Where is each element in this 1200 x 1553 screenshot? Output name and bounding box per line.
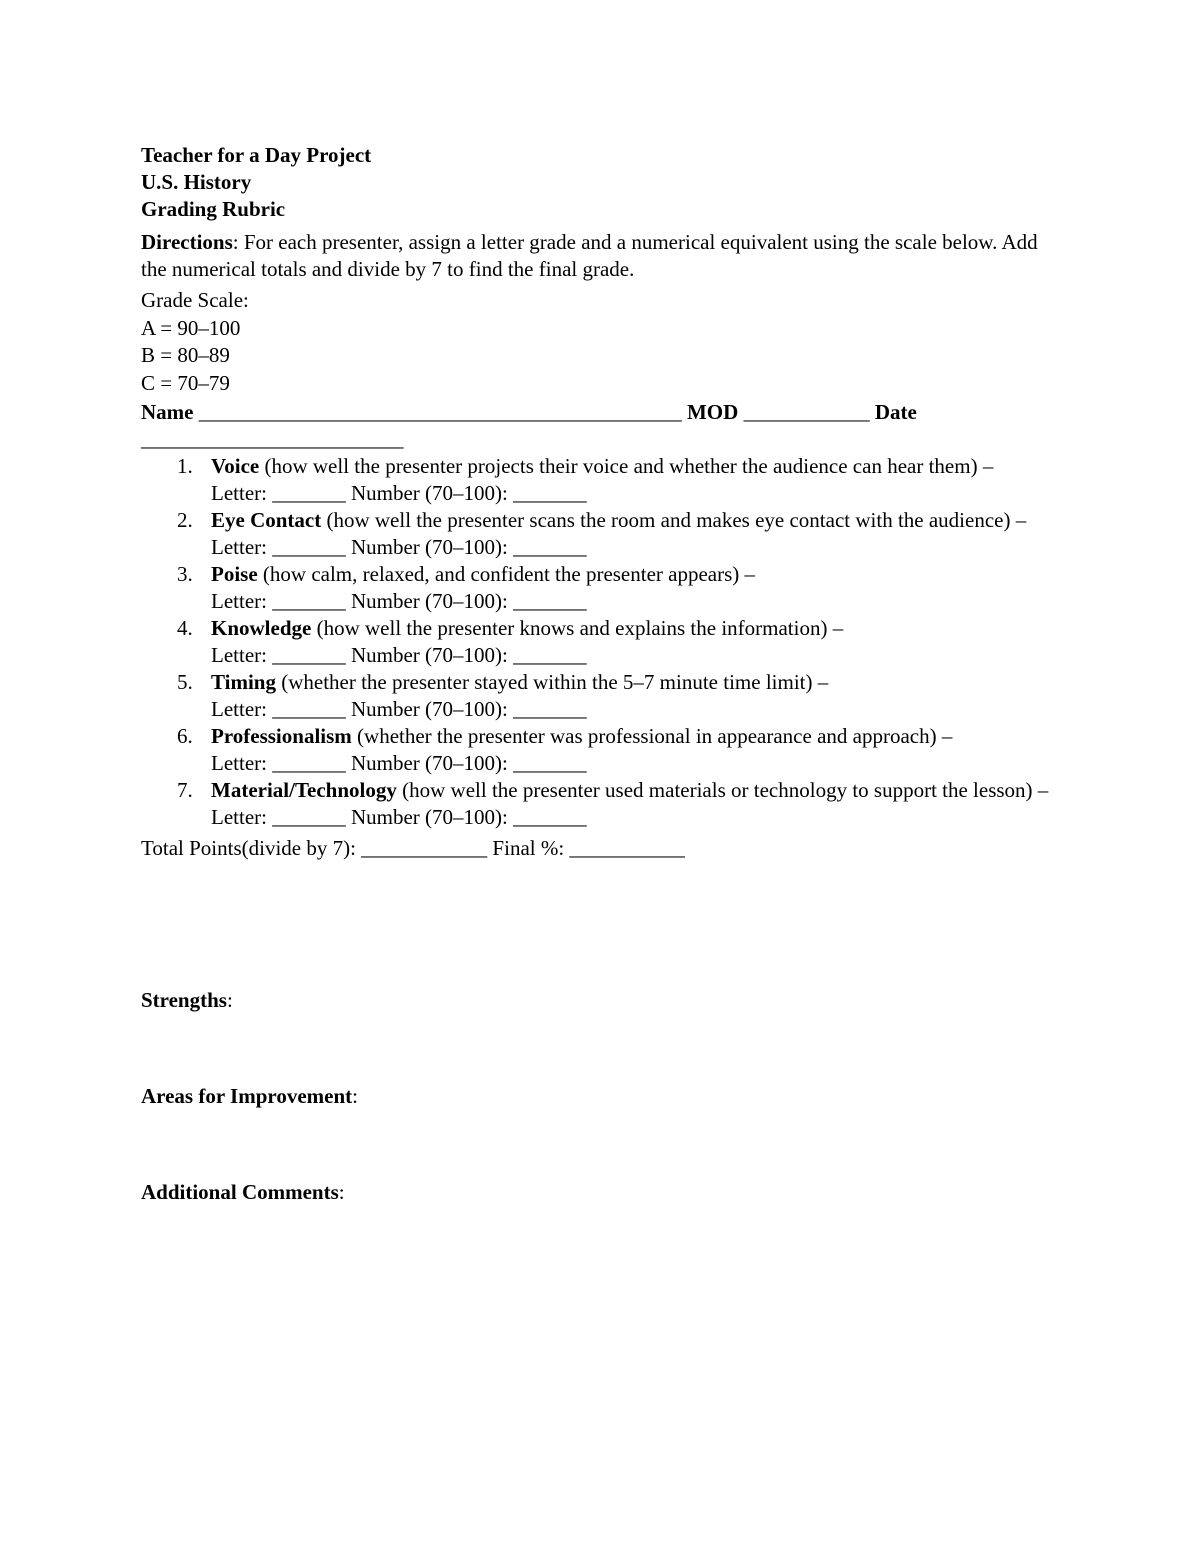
mod-label: MOD (686, 400, 739, 424)
project-title: Teacher for a Day Project (141, 143, 372, 167)
criterion-score-line[interactable]: Letter: _______ Number (70–100): _______ (211, 535, 587, 559)
grade-scale (141, 287, 1056, 397)
improvement-section (141, 1083, 358, 1110)
grade-scale-b: B = 80–89 (141, 343, 230, 367)
name-label: Name (141, 400, 194, 424)
criterion-description: (how calm, relaxed, and confident the presenter appears) – (257, 562, 756, 586)
grade-scale-title: Grade Scale: (141, 288, 249, 312)
mod-blank[interactable]: ____________ (743, 400, 870, 424)
directions-label: Directions (141, 230, 233, 254)
strengths-section (141, 987, 233, 1014)
criterion-description: (whether the presenter stayed within the 5–7 minute time limit) – (275, 670, 829, 694)
name-blank[interactable]: ______________________________________________ (198, 400, 682, 424)
criterion-number: 2. (177, 508, 193, 532)
criterion-score-line[interactable]: Letter: _______ Number (70–100): _______ (211, 589, 587, 613)
total-points-line[interactable]: Total Points(divide by 7): ____________ Final %: ___________ (141, 836, 685, 860)
improvement-colon: : (352, 1084, 358, 1108)
criterion-knowledge (141, 615, 1056, 669)
rubric-title: Grading Rubric (141, 197, 286, 221)
date-blank[interactable]: _________________________ (141, 427, 404, 451)
criterion-label: Voice (211, 454, 260, 478)
criterion-description: (how well the presenter scans the room and makes eye contact with the audience) – (321, 508, 1027, 532)
directions-paragraph (141, 229, 1056, 283)
criterion-label: Eye Contact (211, 508, 322, 532)
criterion-eye-contact (141, 507, 1056, 561)
criterion-label: Knowledge (211, 616, 312, 640)
criterion-number: 1. (177, 454, 193, 478)
criterion-number: 3. (177, 562, 193, 586)
directions-text: : For each presenter, assign a letter grade and a numerical equivalent using the scale below. Add the numerical totals and divide by 7 to find the final grade. (141, 230, 1038, 281)
criterion-number: 5. (177, 670, 193, 694)
date-label: Date (874, 400, 917, 424)
comments-colon: : (338, 1180, 345, 1204)
rubric-content (141, 142, 1056, 862)
grade-scale-a: A = 90–100 (141, 315, 241, 340)
criterion-voice (141, 453, 1056, 507)
improvement-label: Areas for Improvement (141, 1084, 353, 1108)
criterion-material-technology (141, 777, 1056, 831)
comments-section (141, 1179, 345, 1206)
criterion-description: (how well the presenter projects their voice and whether the audience can hear them) – (259, 454, 994, 478)
criterion-number: 6. (177, 724, 193, 748)
criterion-score-line[interactable]: Letter: _______ Number (70–100): _______ (211, 697, 587, 721)
criterion-description: (how well the presenter knows and explains the information) – (311, 616, 844, 640)
criterion-number: 7. (177, 778, 193, 802)
subject-title: U.S. History (141, 170, 252, 194)
name-mod-date-row (141, 399, 1056, 453)
criterion-label: Poise (211, 562, 258, 586)
criterion-score-line[interactable]: Letter: _______ Number (70–100): _______ (211, 643, 587, 667)
criterion-label: Timing (211, 670, 276, 694)
criterion-description: (how well the presenter used materials or technology to support the lesson) – (396, 778, 1049, 802)
criterion-poise (141, 561, 1056, 615)
criterion-score-line[interactable]: Letter: _______ Number (70–100): _______ (211, 481, 587, 505)
criterion-label: Material/Technology (211, 778, 397, 802)
criterion-professionalism (141, 723, 1056, 777)
criterion-score-line[interactable]: Letter: _______ Number (70–100): _______ (211, 805, 587, 829)
criterion-timing (141, 669, 1056, 723)
criterion-label: Professionalism (211, 724, 352, 748)
grade-scale-c: C = 70–79 (141, 370, 230, 395)
criteria-list (141, 453, 1056, 831)
strengths-label: Strengths (141, 988, 227, 1012)
criterion-description: (whether the presenter was professional in appearance and approach) – (351, 724, 953, 748)
criterion-number: 4. (177, 616, 193, 640)
comments-label: Additional Comments (141, 1180, 339, 1204)
strengths-colon: : (226, 988, 233, 1012)
criterion-score-line[interactable]: Letter: _______ Number (70–100): _______ (211, 751, 587, 775)
